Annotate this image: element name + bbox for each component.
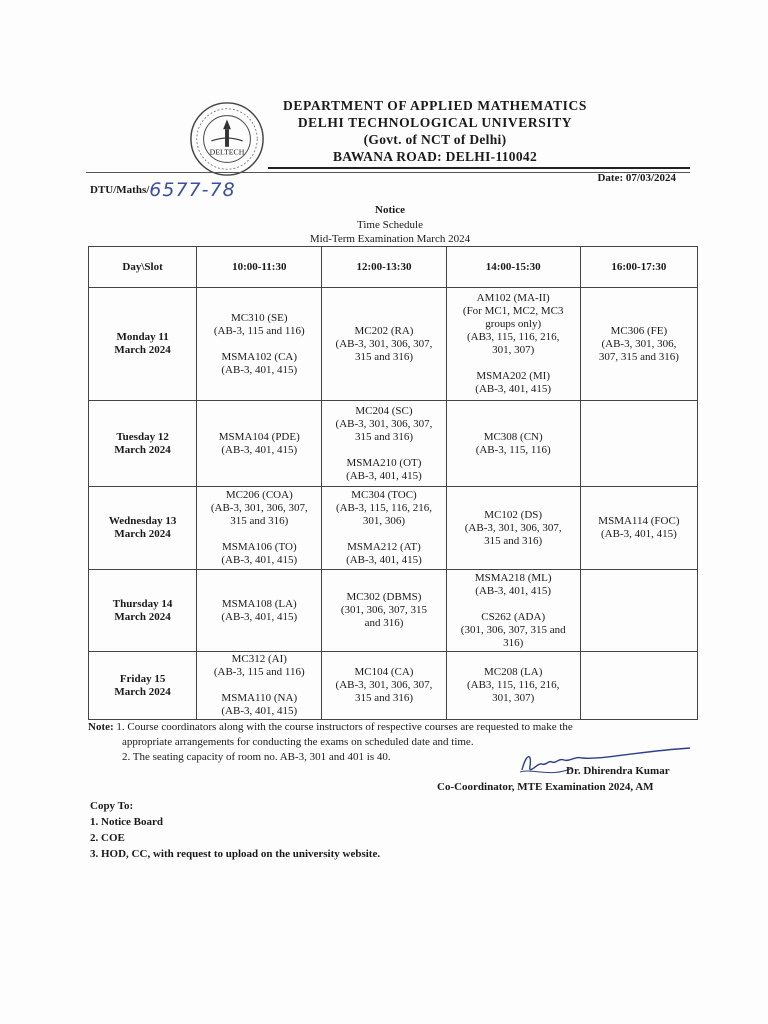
slot-cell [580,570,697,652]
signer-name: Dr. Dhirendra Kumar [566,765,670,777]
course-line: and 316) [364,617,404,629]
course-line: MC204 (SC) [355,404,413,417]
course-line: MSMA218 (ML) [474,571,552,584]
course-line: (AB-3, 301, 306, 307, [464,521,562,534]
course-line: (AB-3, 301, 306, 307, [210,502,308,514]
slot-cell [580,401,697,487]
university-logo-icon [188,100,266,178]
header-slot-1: 10:00-11:30 [197,247,322,288]
reference-number [90,176,236,201]
slot-cell [446,652,580,720]
cell-spacer [199,338,319,351]
slot-cell [446,288,580,401]
course-line: MC102 (DS) [484,508,543,521]
course-line: 301, 307) [492,344,535,356]
slot-cell [197,401,322,487]
copy-to-item: 3. HOD, CC, with request to upload on the university website. [90,848,381,860]
course-line: MC206 (COA) [225,489,293,501]
slot-cell [197,487,322,570]
header-day-slot: Day\Slot [89,247,197,288]
course-line: MC208 (LA) [484,666,543,678]
course-line: (AB-3, 401, 415) [346,469,422,482]
course-line: (AB-3, 301, 306, 307, [335,417,433,430]
day-line: Monday 11 [116,331,169,343]
course-line: MC302 (DBMS) [346,591,422,603]
header-slot-3: 14:00-15:30 [446,247,580,288]
course-line: MSMA104 (PDE) [218,430,300,443]
course-line: (AB-3, 401, 415) [346,554,422,566]
course-line: (AB-3, 401, 415) [221,363,298,376]
slot-cell [446,487,580,570]
university-name: DELHI TECHNOLOGICAL UNIVERSITY [297,115,573,130]
handwritten-number: 6577-78 [149,179,236,201]
course-line: (AB-3, 401, 415) [221,610,298,623]
slot-cell [322,401,446,487]
course-line: 315 and 316) [354,692,413,704]
slot-cell [197,652,322,720]
copy-to-section [90,798,380,862]
course-line: MSMA210 (OT) [346,456,422,469]
course-line: (AB-3, 301, 306, 307, [335,337,433,350]
day-line: March 2024 [114,685,171,698]
slot-cell [322,570,446,652]
slot-cell [446,570,580,652]
slot-cell [322,487,446,570]
header-rule-thick [268,167,690,169]
course-line: MSMA106 (TO) [221,541,297,553]
course-line: CS262 (ADA) [481,610,546,623]
note-2: 2. The seating capacity of room no. AB-3, 301 and 401 is 40. [122,751,391,763]
copy-to-item: 1. Notice Board [90,816,164,828]
day-cell [89,401,197,487]
day-cell [89,288,197,401]
course-line: (AB-3, 115 and 116) [213,666,305,678]
course-line: (AB-3, 115, 116) [475,443,551,456]
header-slot-4: 16:00-17:30 [580,247,697,288]
course-line: (AB-3, 401, 415) [475,584,552,597]
day-cell [89,570,197,652]
course-line: (AB-3, 401, 415) [221,554,298,566]
course-line: 315 and 316) [354,430,413,443]
note-1-line-1: 1. Course coordinators along with the course instructors of respective courses are requested to make the [116,721,573,733]
course-line: (AB-3, 301, 306, [601,337,677,350]
table-header-row [89,247,698,288]
slot-cell [580,652,697,720]
cell-spacer [199,528,319,541]
course-line: AM102 (MA-II) [476,292,550,304]
course-line: MSMA114 (FOC) [598,515,680,527]
course-line: MSMA108 (LA) [221,597,297,610]
slot-cell [580,288,697,401]
course-line: 315 and 316) [230,515,289,527]
course-line: (AB-3, 401, 415) [221,443,298,456]
course-line: MC308 (CN) [483,430,543,443]
course-line: MSMA110 (NA) [221,692,298,704]
course-line: (AB3, 115, 116, 216, [466,679,560,691]
course-line: 316) [503,636,524,649]
course-line: (301, 306, 307, 315 [340,604,428,616]
course-line: MC306 (FE) [610,324,668,337]
course-line: (AB-3, 301, 306, 307, [335,679,433,691]
table-row [89,652,698,720]
course-line: MC104 (CA) [354,666,414,678]
government-line: (Govt. of NCT of Delhi) [363,132,507,147]
notice-titles [0,203,768,246]
course-line: 315 and 316) [484,534,543,547]
table-row [89,570,698,652]
day-line: Wednesday 13 [108,515,177,527]
department-name: DEPARTMENT OF APPLIED MATHEMATICS [283,98,587,113]
course-line: (AB-3, 401, 415) [221,705,298,717]
day-line: March 2024 [114,344,171,356]
course-line: MC304 (TOC) [351,489,417,501]
course-line: (AB-3, 401, 415) [601,528,677,540]
day-cell [89,487,197,570]
course-line: MC312 (AI) [231,653,287,665]
slot-cell [197,288,322,401]
signer-designation: Co-Coordinator, MTE Examination 2024, AM [437,781,654,793]
course-line: (301, 306, 307, 315 and [460,623,566,636]
course-line: 301, 307) [492,692,535,704]
table-row [89,487,698,570]
course-line: MC310 (SE) [231,311,288,324]
note-1-line-2: appropriate arrangements for conducting the exams on scheduled date and time. [122,736,474,748]
copy-to-heading: Copy To: [90,800,134,812]
note-label: Note: [88,721,114,733]
course-line: MSMA202 (MI) [476,370,551,382]
day-line: March 2024 [114,610,171,623]
course-line: groups only) [485,318,542,330]
header-slot-2: 12:00-13:30 [322,247,446,288]
table-row [89,288,698,401]
course-line: MSMA212 (AT) [347,541,421,553]
cell-spacer [199,679,319,692]
table-row [89,401,698,487]
exam-heading: Mid-Term Examination March 2024 [309,233,471,245]
slot-cell [446,401,580,487]
cell-spacer [324,528,443,541]
copy-to-item: 2. COE [90,832,125,844]
course-line: (For MC1, MC2, MC3 [462,305,564,317]
cell-spacer [449,598,578,611]
notice-date: Date: 07/03/2024 [597,172,676,184]
address-line: BAWANA ROAD: DELHI-110042 [332,149,538,164]
reference-prefix: DTU/Maths/ [90,184,150,196]
course-line: (AB3, 115, 116, 216, [466,331,560,343]
slot-cell [197,570,322,652]
course-line: MSMA102 (CA) [221,350,298,363]
cell-spacer [449,357,578,370]
course-line: MC202 (RA) [354,324,414,337]
logo-text: DELTECH [209,147,245,157]
course-line: (AB-3, 115 and 116) [213,324,305,337]
day-cell [89,652,197,720]
course-line: (AB-3, 115, 116, 216, [335,502,432,514]
course-line: 301, 306) [362,515,406,527]
course-line: 307, 315 and 316) [598,350,679,363]
slot-cell [580,487,697,570]
course-line: 315 and 316) [354,350,413,363]
slot-cell [322,652,446,720]
table-body [89,288,698,720]
cell-spacer [324,444,443,457]
notice-heading: Notice [375,204,405,216]
slot-cell [322,288,446,401]
institution-header [270,97,600,165]
exam-schedule-table [88,246,698,720]
day-line: March 2024 [114,443,171,456]
course-line: (AB-3, 401, 415) [475,383,552,395]
day-line: March 2024 [114,528,171,540]
day-line: Friday 15 [119,672,166,685]
day-line: Tuesday 12 [116,430,169,443]
day-line: Thursday 14 [112,597,173,610]
schedule-heading: Time Schedule [357,219,423,231]
